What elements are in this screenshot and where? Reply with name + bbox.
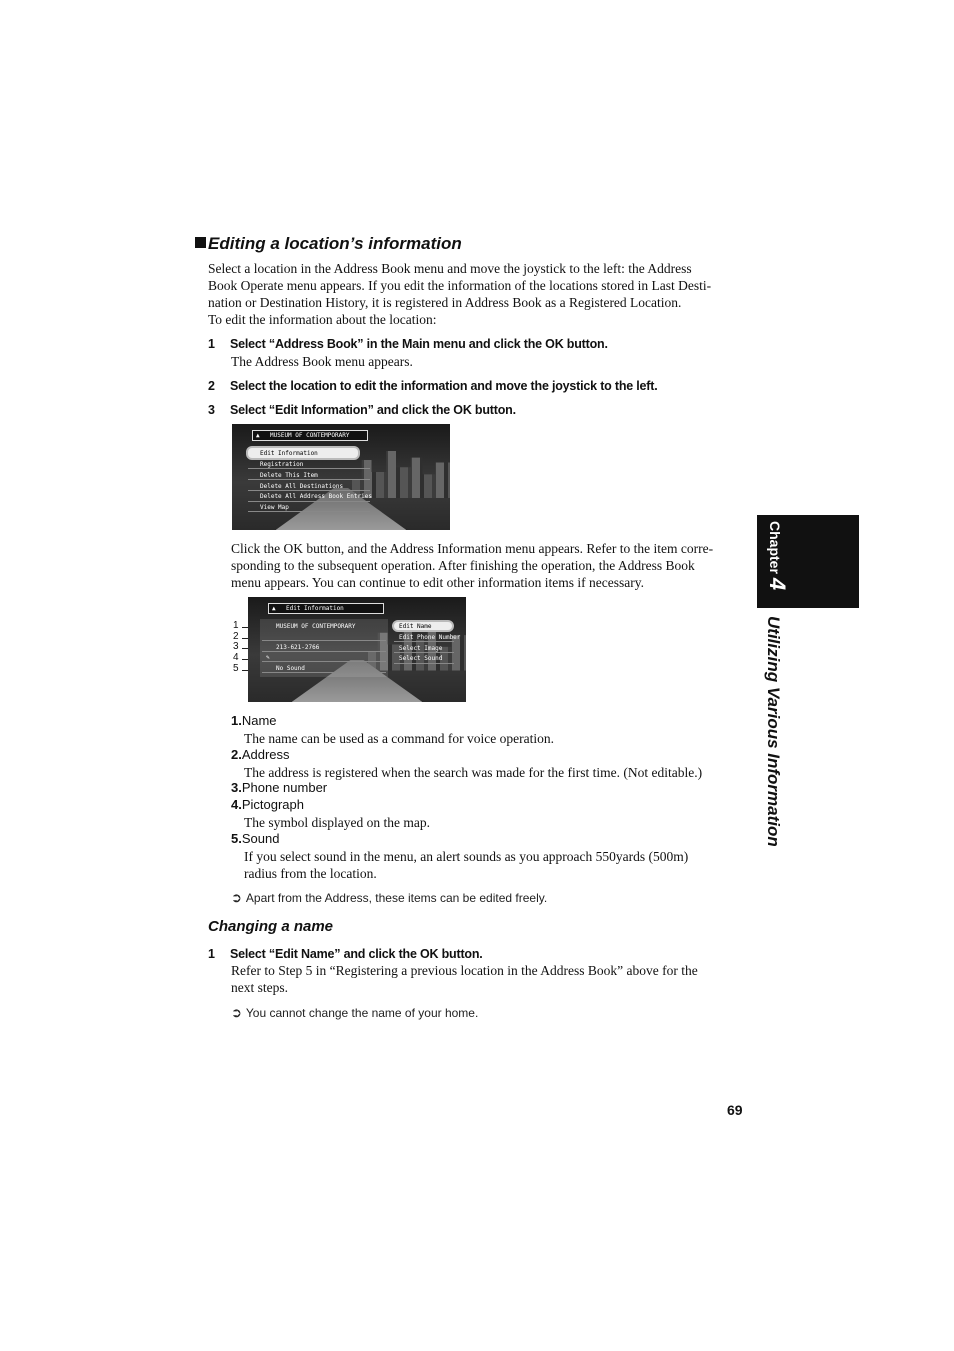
menu-item-edit-information[interactable]: Edit Information	[260, 450, 318, 457]
item-5-description: If you select sound in the menu, an alert sounds as you approach 550yards (500m)	[244, 849, 689, 864]
step-number: 1	[208, 947, 215, 961]
item-5-description: radius from the location.	[244, 866, 377, 881]
step-text: Select “Edit Name” and click the OK button.	[230, 947, 483, 961]
menu-item-edit-name[interactable]: Edit Name	[399, 623, 432, 630]
callout-number: 1	[233, 620, 239, 631]
field-phone: 213-621-2766	[276, 644, 320, 651]
step-text: Select “Address Book” in the Main menu and click the OK button.	[230, 337, 608, 351]
step-2	[208, 379, 658, 393]
item-3: 3.Phone number	[231, 780, 328, 795]
address-book-operate-screen	[232, 424, 450, 530]
item-4-description: The symbol displayed on the map.	[244, 815, 430, 830]
chapter-tab-label: Chapter4	[765, 521, 790, 591]
subsection-paragraph	[231, 962, 753, 996]
subsection-heading: Changing a name	[208, 918, 334, 935]
note: ➲ You cannot change the name of your home.	[231, 1005, 479, 1020]
callout-number: 5	[233, 663, 239, 674]
field-name: MUSEUM OF CONTEMPORARY	[276, 623, 356, 630]
menu-item-edit-phone-number[interactable]: Edit Phone Number	[399, 634, 461, 641]
menu-item-select-image[interactable]: Select Image	[399, 645, 443, 652]
item-1-description: The name can be used as a command for voice operation.	[244, 731, 554, 746]
intro-line: Book Operate menu appears. If you edit the information of the locations stored in Last Desti-	[208, 278, 712, 293]
step-number: 2	[208, 379, 215, 393]
address-information-screen	[248, 597, 466, 702]
step-1	[208, 337, 608, 351]
subsection-step-1	[208, 947, 483, 961]
screen-title: Edit Information	[286, 605, 344, 612]
item-2-description: The address is registered when the search was made for the first time. (Not editable.)	[244, 765, 703, 780]
callout-number: 2	[233, 631, 239, 642]
paragraph-line: sponding to the subsequent operation. After finishing the operation, the Address Book	[231, 558, 695, 573]
intro-line: nation or Destination History, it is registered in Address Book as a Registered Location.	[208, 295, 682, 310]
step-3	[208, 403, 516, 417]
page-number: 69	[727, 1102, 743, 1118]
note: ➲ Apart from the Address, these items can be edited freely.	[231, 890, 548, 905]
step-text: Select “Edit Information” and click the OK button.	[230, 403, 516, 417]
item-4: 4.Pictograph	[231, 797, 304, 812]
screen-title: MUSEUM OF CONTEMPORARY	[270, 432, 350, 439]
paragraph-line: next steps.	[231, 980, 288, 995]
menu-item-select-sound[interactable]: Select Sound	[399, 655, 443, 662]
intro-line: Select a location in the Address Book menu and move the joystick to the left: the Address	[208, 261, 692, 276]
item-5: 5.Sound	[231, 831, 280, 846]
chapter-side-title: Utilizing Various Information	[764, 616, 783, 847]
note-arrow-icon: ➲	[231, 1005, 242, 1020]
field-sound: No Sound	[276, 665, 305, 672]
callout-number: 3	[233, 641, 239, 652]
menu-item-delete-all-address-book-entries[interactable]: Delete All Address Book Entries	[260, 493, 372, 500]
step-number: 1	[208, 337, 215, 351]
paragraph-line: menu appears. You can continue to edit other information items if necessary.	[231, 575, 645, 590]
item-1: 1.Name	[231, 713, 277, 728]
note-arrow-icon: ➲	[231, 890, 242, 905]
intro-paragraph	[208, 260, 753, 328]
menu-item-view-map[interactable]: View Map	[260, 504, 289, 511]
address-information-paragraph	[231, 540, 753, 591]
step-text: Select the location to edit the information and move the joystick to the left.	[230, 379, 658, 393]
map-pin-icon: ▲	[256, 432, 260, 439]
step-number: 3	[208, 403, 215, 417]
square-bullet-icon	[195, 237, 206, 248]
menu-item-delete-all-destinations[interactable]: Delete All Destinations	[260, 483, 344, 490]
pictograph-icon: ✎	[266, 654, 270, 661]
section-heading: Editing a location’s information	[195, 234, 462, 254]
menu-item-delete-this-item[interactable]: Delete This Item	[260, 472, 318, 479]
paragraph-line: Click the OK button, and the Address Information menu appears. Refer to the item corre-	[231, 541, 714, 556]
map-pin-icon: ▲	[272, 605, 276, 612]
paragraph-line: Refer to Step 5 in “Registering a previous location in the Address Book” above for the	[231, 963, 698, 978]
item-2: 2.Address	[231, 747, 290, 762]
step-result: The Address Book menu appears.	[231, 354, 413, 369]
intro-line: To edit the information about the location:	[208, 312, 437, 327]
menu-item-registration[interactable]: Registration	[260, 461, 304, 468]
callout-number: 4	[233, 652, 239, 663]
